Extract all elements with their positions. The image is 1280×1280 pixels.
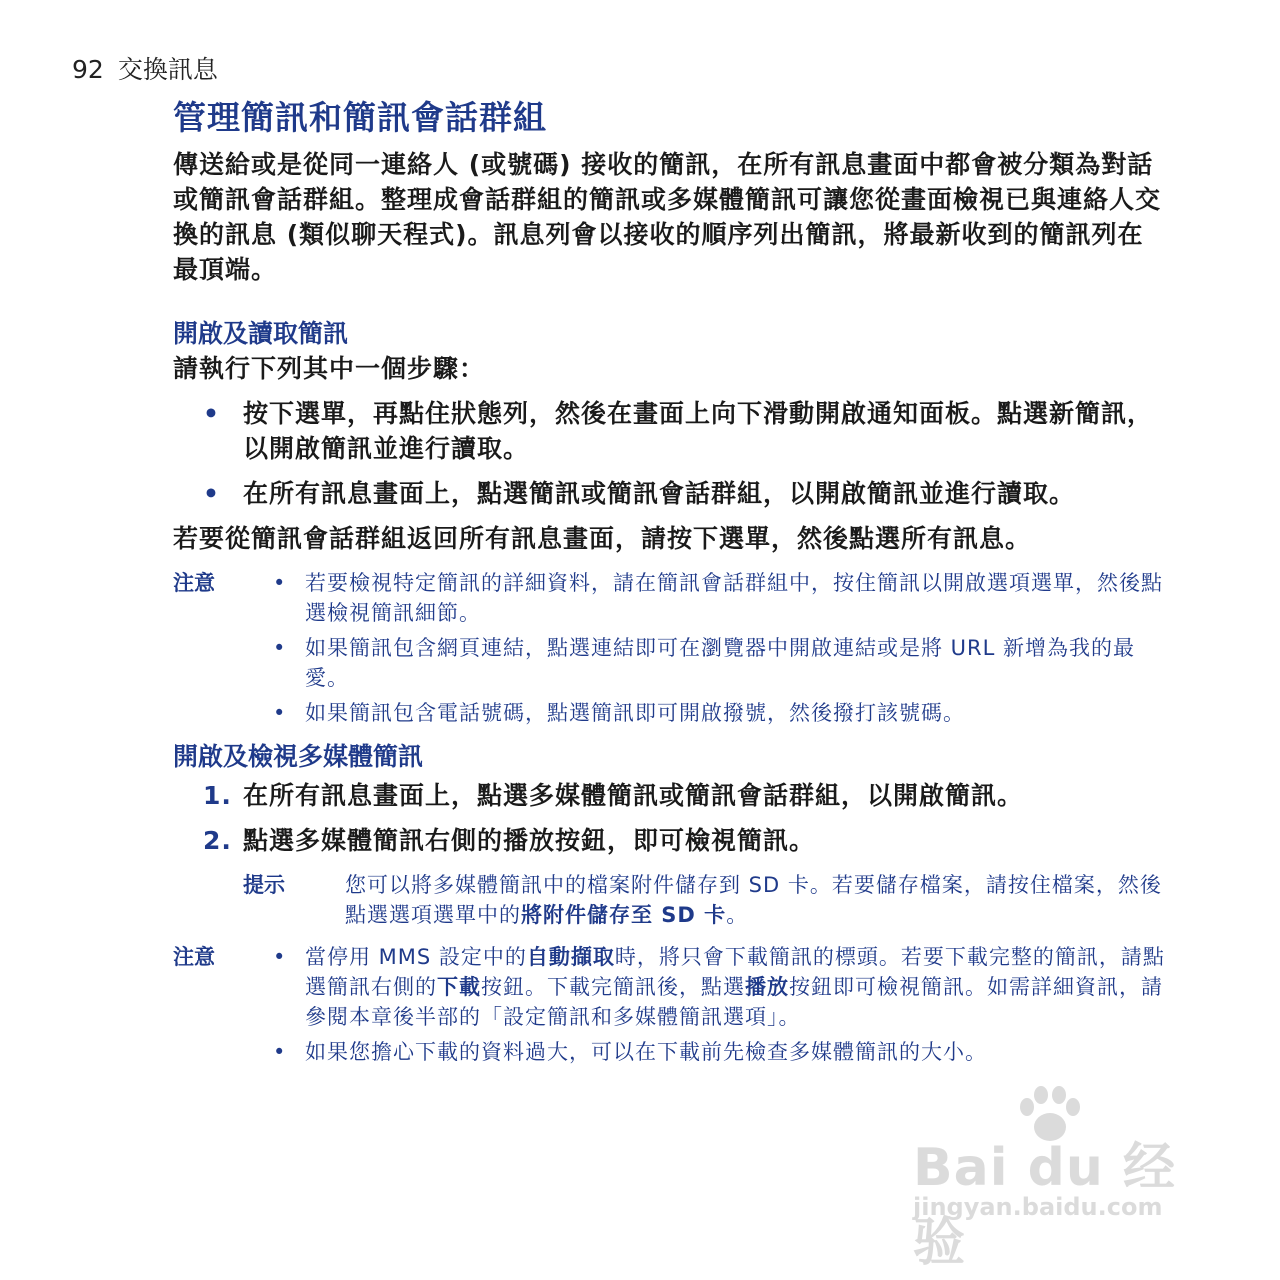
heading-open-view-mms: 開啟及檢視多媒體簡訊 [173,742,424,771]
step-item: 2. 點選多媒體簡訊右側的播放按鈕，即可檢視簡訊。 [173,823,1168,858]
note-item: • 如果簡訊包含電話號碼，點選簡訊即可開啟撥號，然後撥打該號碼。 [273,698,1168,728]
watermark-brand: Bai du 经验 [913,1138,1176,1273]
page-header [72,50,218,86]
note-label: 注意 [173,571,215,595]
list-item: • 在所有訊息畫面上，點選簡訊或簡訊會話群組，以開啟簡訊並進行讀取。 [173,476,1168,511]
list-item: • 按下選單，再點住狀態列，然後在畫面上向下滑動開啟通知面板。點選新簡訊，以開啟簡訊並進行讀取。 [173,396,1168,466]
step-number: 1. [203,781,232,810]
section-title: 管理簡訊和簡訊會話群組 [173,98,547,137]
bullet-icon: • [273,945,287,969]
steps-list [173,778,1168,858]
note-item: • 如果簡訊包含網頁連結，點選連結即可在瀏覽器中開啟連結或是將 URL 新增為我的最愛。 [273,633,1168,693]
intro-paragraph: 傳送給或是從同一連絡人 (或號碼) 接收的簡訊，在所有訊息畫面中都會被分類為對話或簡訊會話群組。整理成會話群組的簡訊或多媒體簡訊可讓您從畫面檢視已與連絡人交換的訊息 (類似聊天程式)。訊息列會以接收的順序列出簡訊，將最新收到的簡訊列在最頂端。 [173,150,1162,284]
return-instruction: 若要從簡訊會話群組返回所有訊息畫面，請按下選單，然後點選所有訊息。 [173,524,1032,553]
step-number: 2. [203,826,232,855]
tip-label: 提示 [243,873,285,897]
note-label: 注意 [173,945,215,969]
watermark-url: jingyan.baidu.com [913,1193,1163,1221]
page-number: 92 [72,55,104,84]
bullet-icon: • [273,1040,287,1064]
note-item: • 若要檢視特定簡訊的詳細資料，請在簡訊會話群組中，按住簡訊以開啟選項選單，然後點選檢視簡訊細節。 [273,568,1168,628]
note-block-1 [173,568,1168,728]
note-block-2 [173,942,1168,1067]
bullet-icon: • [273,701,287,725]
bullet-icon: • [203,479,220,508]
bullet-icon: • [273,571,287,595]
chapter-title: 交換訊息 [117,55,218,84]
note-item: • 當停用 MMS 設定中的自動擷取時，將只會下載簡訊的標頭。若要下載完整的簡訊，請點選簡訊右側的下載按鈕。下載完簡訊後，點選播放按鈕即可檢視簡訊。如需詳細資訊，請參閱本章後半部的「設定簡訊和多媒體簡訊選項」。 [273,942,1168,1032]
bullet-icon: • [203,399,220,428]
steps-lead: 請執行下列其中一個步驟： [173,354,486,383]
heading-open-read-sms: 開啟及讀取簡訊 [173,319,349,348]
step-item: 1. 在所有訊息畫面上，點選多媒體簡訊或簡訊會話群組，以開啟簡訊。 [173,778,1168,813]
note-item: • 如果您擔心下載的資料過大，可以在下載前先檢查多媒體簡訊的大小。 [273,1037,1168,1067]
page-content [173,92,1168,1067]
bullet-icon: • [273,636,287,660]
bullet-list [173,396,1168,511]
tip-text: 您可以將多媒體簡訊中的檔案附件儲存到 SD 卡。若要儲存檔案，請按住檔案，然後點選選項選單中的將附件儲存至 SD 卡。 [345,873,1162,927]
tip-block [173,870,1168,930]
baidu-watermark [905,1085,1205,1273]
